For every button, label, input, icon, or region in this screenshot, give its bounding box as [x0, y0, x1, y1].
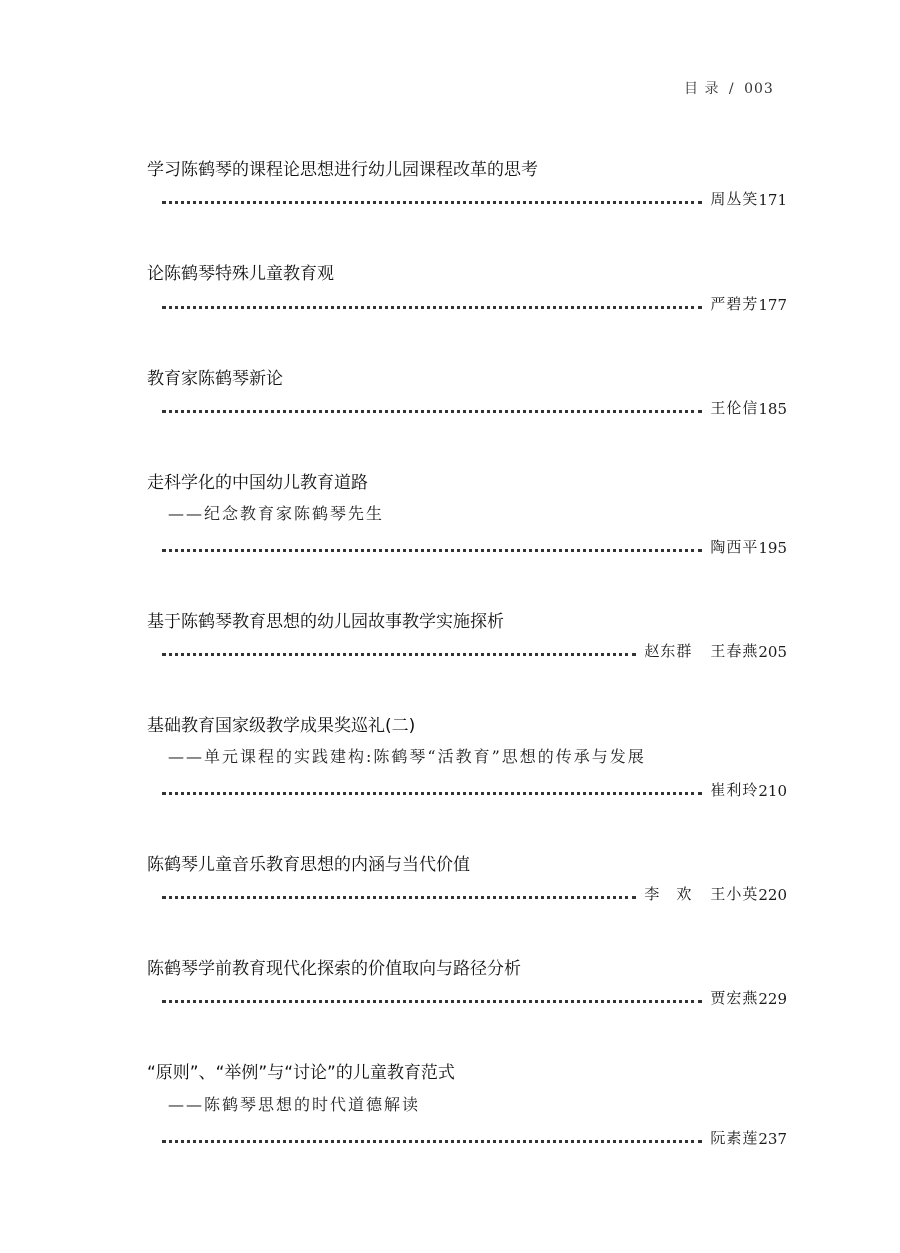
entry-leader-line: [162, 187, 787, 209]
entry-leader-line: [162, 639, 787, 661]
dot-leader: [162, 1000, 702, 1003]
dot-leader: [162, 549, 702, 552]
entry-page-number: 185: [758, 400, 787, 418]
entry-leader-line: [162, 882, 787, 904]
entry-title: 基于陈鹤琴教育思想的幼儿园故事教学实施探析: [147, 612, 504, 632]
entry-leader-line: [162, 986, 787, 1008]
entry-subtitle: ——单元课程的实践建构:陈鹤琴“活教育”思想的传承与发展: [168, 747, 646, 766]
entry-page-number: 210: [758, 782, 787, 800]
entry-page-number: 220: [758, 886, 787, 904]
entry-author: 贾宏燕: [710, 989, 759, 1007]
entry-page-number: 195: [758, 539, 787, 557]
entry-title: 陈鹤琴儿童音乐教育思想的内涵与当代价值: [147, 855, 470, 875]
entry-title: 论陈鹤琴特殊儿童教育观: [147, 264, 334, 284]
entry-title: 学习陈鹤琴的课程论思想进行幼儿园课程改革的思考: [147, 160, 538, 180]
entry-author: 陶西平: [710, 538, 759, 556]
entry-author: 赵东群: [644, 642, 693, 660]
entry-subtitle: ——陈鹤琴思想的时代道德解读: [168, 1095, 421, 1114]
entry-page-number: 229: [758, 990, 787, 1008]
entry-second-author: 王春燕: [710, 642, 759, 660]
entry-author: 李 欢: [644, 885, 693, 903]
header-page-number: 003: [744, 81, 774, 97]
dot-leader: [162, 201, 702, 204]
dot-leader: [162, 653, 636, 656]
entry-author: 周丛笑: [710, 190, 759, 208]
entry-title: “原则”、“举例”与“讨论”的儿童教育范式: [147, 1063, 455, 1083]
entry-leader-line: [162, 778, 787, 800]
entry-author: 阮素莲: [710, 1129, 759, 1147]
dot-leader: [162, 792, 702, 795]
entry-leader-line: [162, 292, 787, 314]
dot-leader: [162, 1140, 702, 1143]
dot-leader: [162, 410, 702, 413]
entry-author: 严碧芳: [710, 295, 759, 313]
entry-author: 王伦信: [710, 399, 759, 417]
running-header: [684, 78, 774, 98]
entry-page-number: 205: [758, 643, 787, 661]
header-separator: /: [728, 81, 735, 97]
entry-second-author: 王小英: [710, 885, 759, 903]
entry-author: 崔利玲: [710, 781, 759, 799]
dot-leader: [162, 896, 636, 899]
entry-leader-line: [162, 535, 787, 557]
entry-title: 走科学化的中国幼儿教育道路: [147, 473, 368, 493]
dot-leader: [162, 306, 702, 309]
entry-page-number: 237: [758, 1130, 787, 1148]
entry-leader-line: [162, 396, 787, 418]
entry-page-number: 177: [758, 296, 787, 314]
entry-title: 教育家陈鹤琴新论: [147, 369, 283, 389]
entry-title: 陈鹤琴学前教育现代化探索的价值取向与路径分析: [147, 959, 521, 979]
entry-subtitle: ——纪念教育家陈鹤琴先生: [168, 504, 385, 523]
entry-page-number: 171: [758, 191, 787, 209]
entry-title: 基础教育国家级教学成果奖巡礼(二): [147, 716, 416, 736]
entry-leader-line: [162, 1126, 787, 1148]
header-section: 目 录: [684, 81, 720, 97]
